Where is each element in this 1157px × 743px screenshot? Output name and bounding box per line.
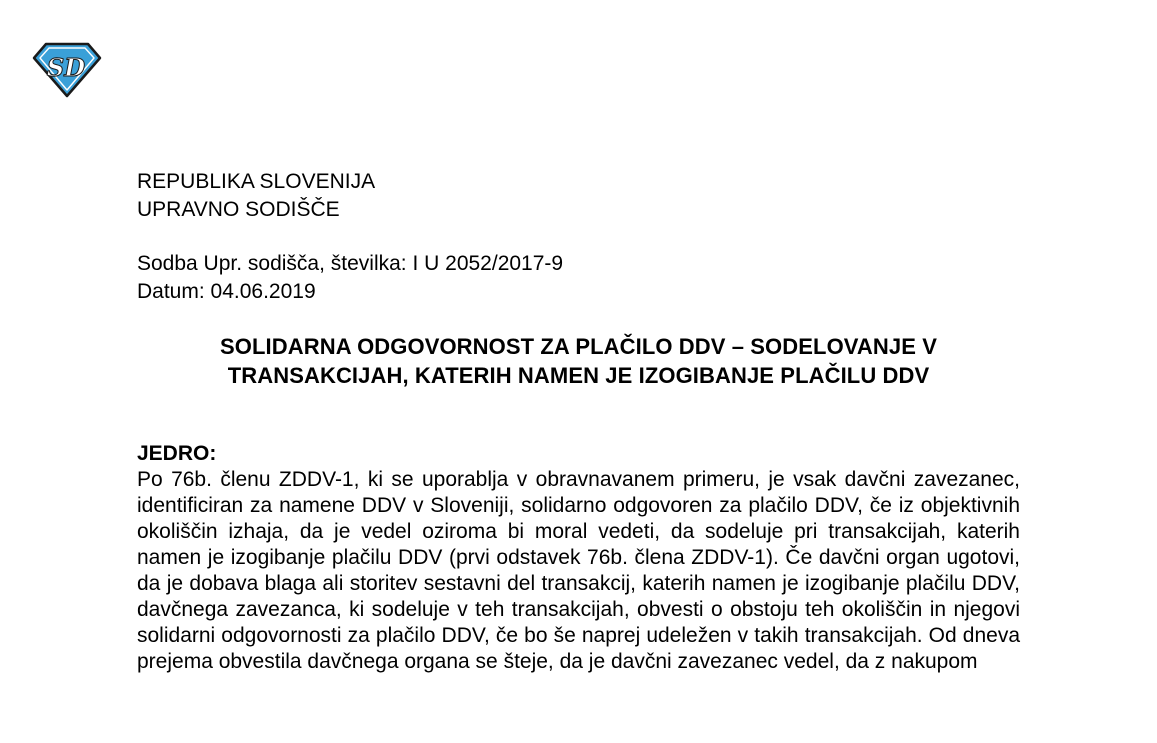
logo-letters: SD	[46, 53, 86, 82]
summary-heading: JEDRO:	[137, 442, 217, 465]
logo	[30, 40, 104, 100]
case-reference	[137, 250, 1020, 306]
court-country: REPUBLIKA SLOVENIJA	[137, 170, 376, 193]
document-page	[137, 168, 1020, 675]
case-number: Sodba Upr. sodišča, številka: I U 2052/2017-9	[137, 252, 564, 275]
document-title: SOLIDARNA ODGOVORNOST ZA PLAČILO DDV – SODELOVANJE V TRANSAKCIJAH, KATERIH NAMEN JE IZOGIBANJE PLAČILU DDV	[220, 334, 937, 388]
court-name: UPRAVNO SODIŠČE	[137, 198, 340, 221]
case-date: Datum: 04.06.2019	[137, 280, 316, 303]
summary-text: Po 76b. členu ZDDV-1, ki se uporablja v obravnavanem primeru, je vsak davčni zavezanec, identificiran za namene DDV v Sloveniji, solidarno odgovoren za plačilo DDV, če iz objektivnih okoliščin izhaja, da je vedel oziroma bi moral vedeti, da sodeluje pri transakcijah, katerih namen je izogibanje plačilu DDV (prvi odstavek 76b. člena ZDDV-1). Če davčni organ ugotovi, da je dobava blaga ali storitev sestavni del transakcij, katerih namen je izogibanje plačilu DDV, davčnega zavezanca, ki sodeluje v teh transakcijah, obvesti o obstoju teh okoliščin in njegovi solidarni odgovornosti za plačilo DDV, če bo še naprej udeležen v takih transakcijah. Od dneva prejema obvestila davčnega organa se šteje, da je davčni zavezanec vedel, da z nakupom	[137, 468, 1020, 673]
sd-shield-logo-icon	[30, 40, 104, 100]
